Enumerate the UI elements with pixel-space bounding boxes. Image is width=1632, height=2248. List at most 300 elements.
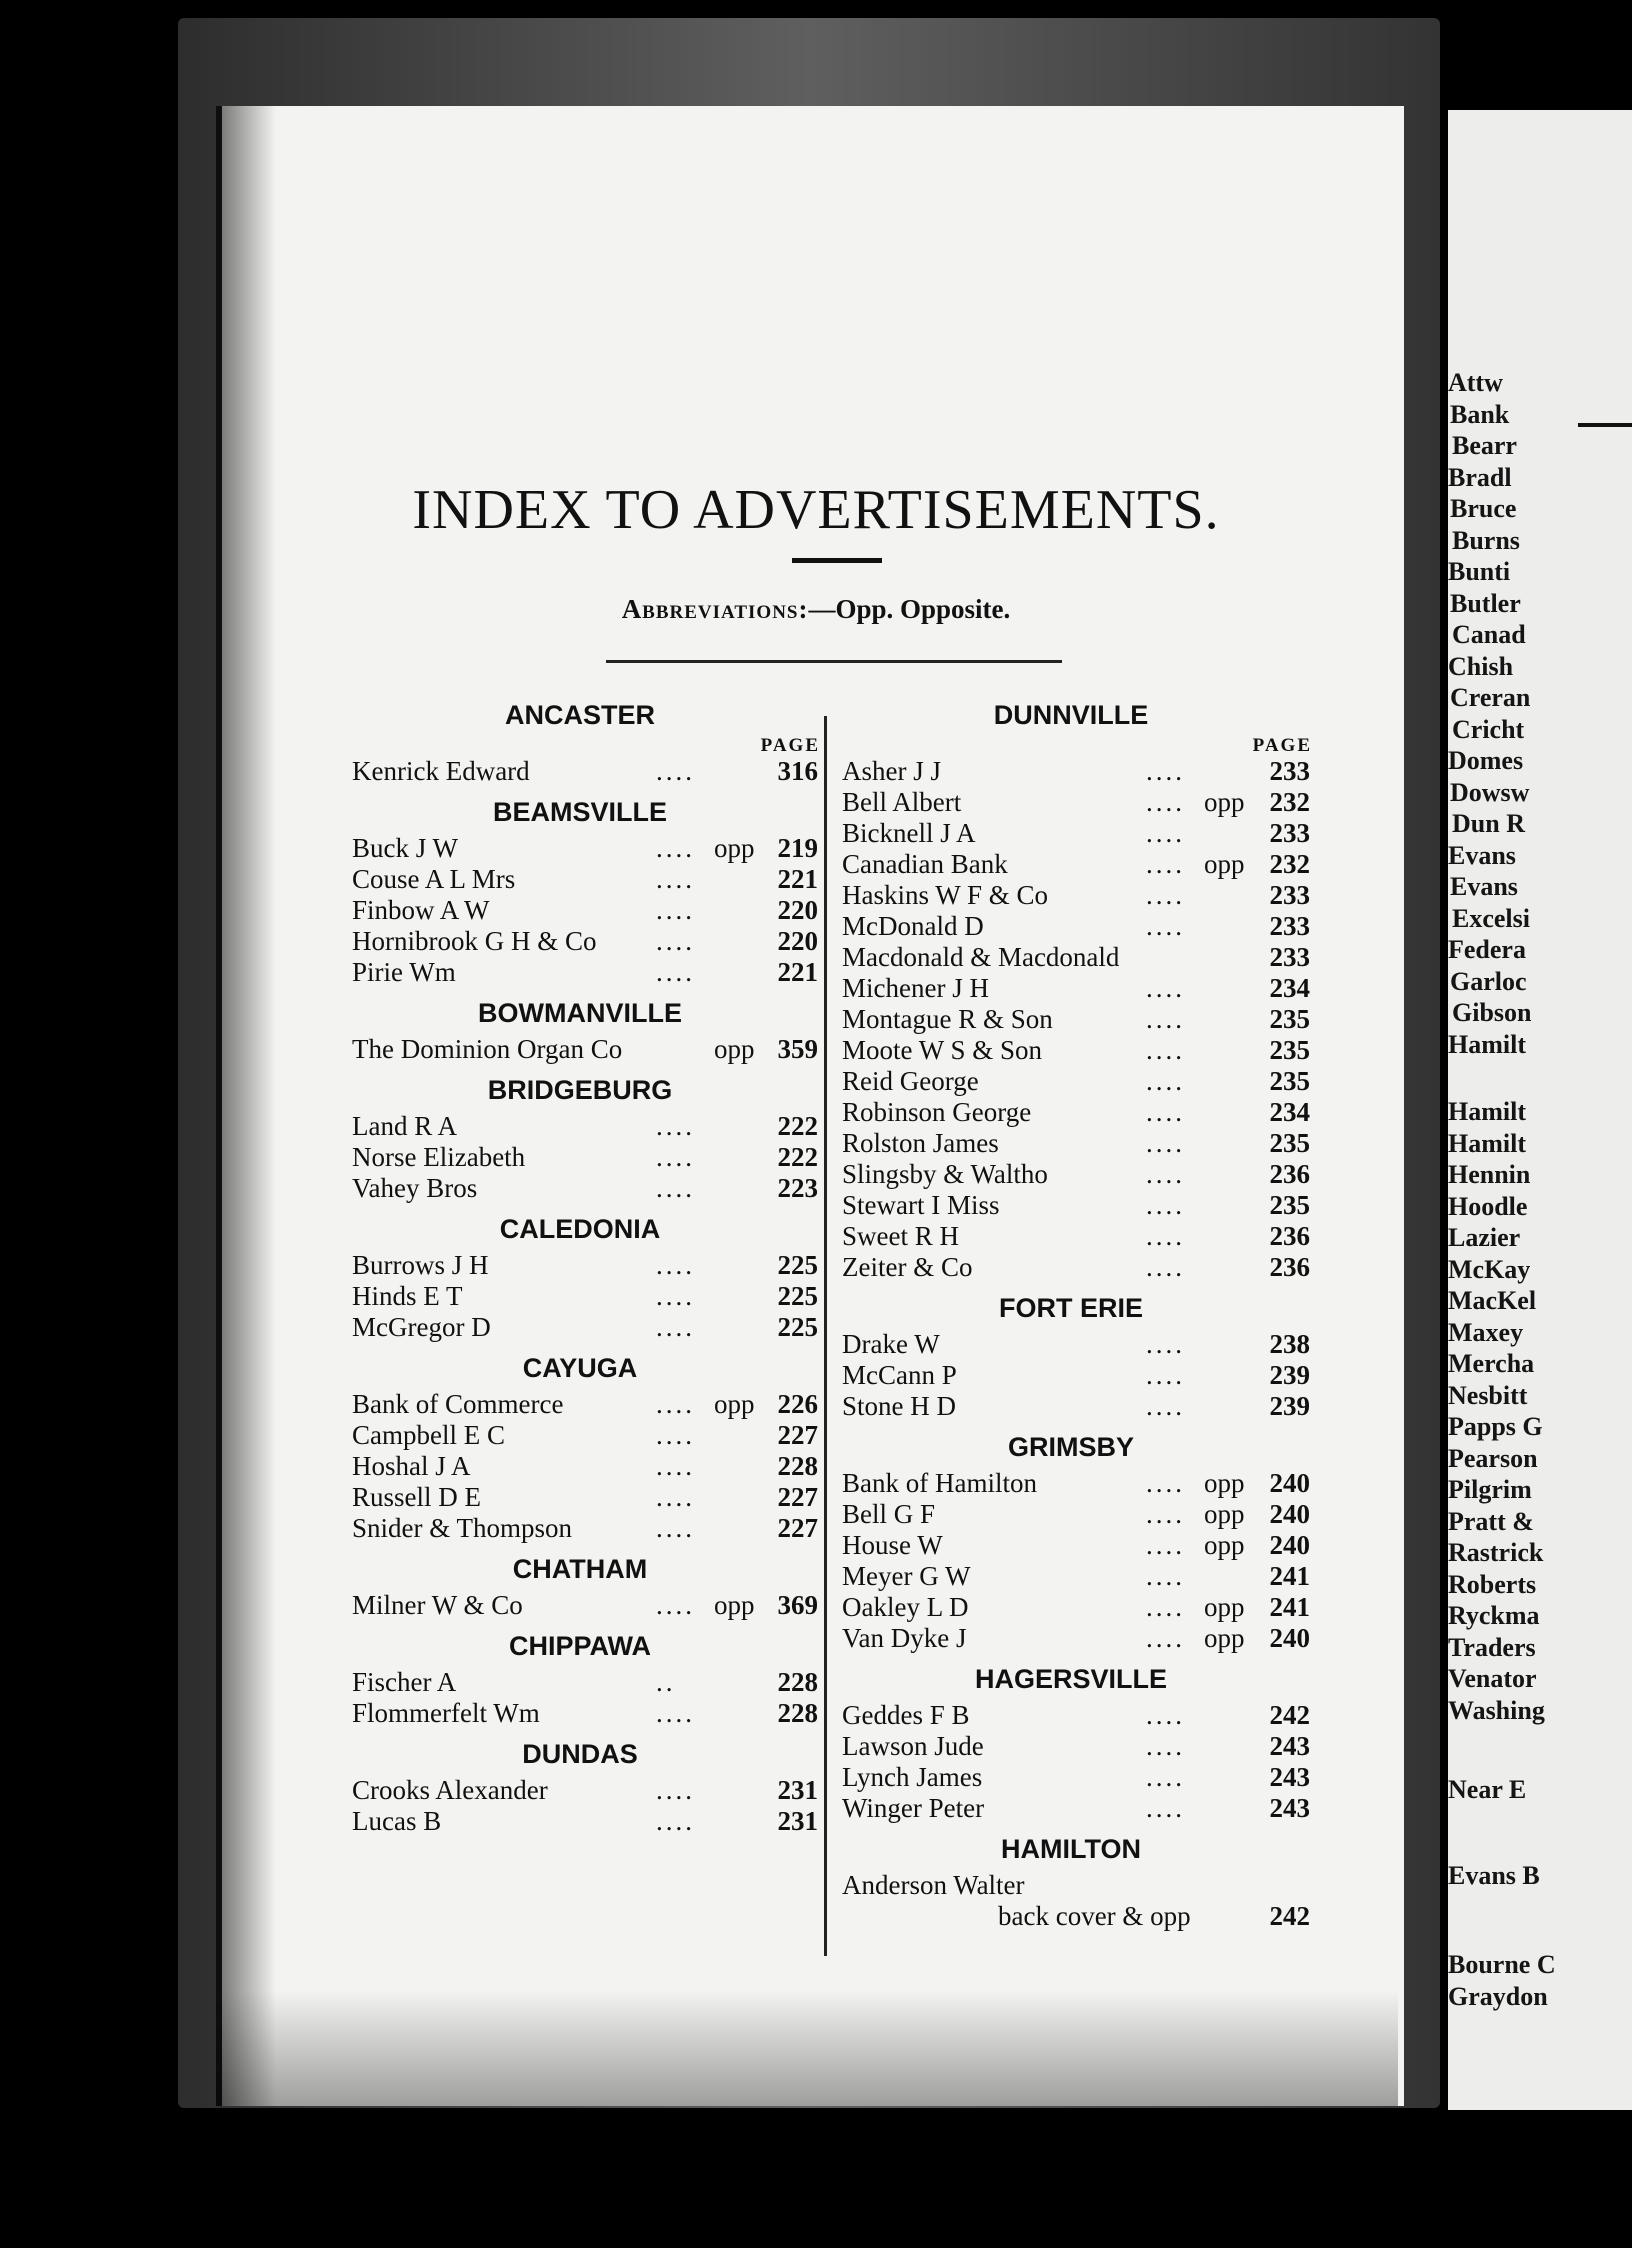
index-entry (340, 1513, 820, 1544)
leader-dots: .... (1146, 1700, 1185, 1730)
opposite-marker: opp (1204, 849, 1245, 879)
facing-page-entry: Near E (1448, 1775, 1527, 1804)
index-entry (340, 1590, 820, 1621)
page-number: 233 (1269, 942, 1310, 972)
leader-dots: .... (656, 1590, 695, 1620)
page-number: 316 (777, 756, 818, 786)
opposite-marker: opp (1204, 1623, 1245, 1653)
header-rule (606, 660, 1062, 663)
facing-page-entry: Hennin (1448, 1160, 1531, 1189)
index-entry (830, 1035, 1312, 1066)
leader-dots: .... (1146, 787, 1185, 817)
advertiser-name: Van Dyke J (842, 1623, 967, 1653)
page-number: 219 (777, 833, 818, 863)
page-number: 243 (1269, 1731, 1310, 1761)
advertiser-name: Stone H D (842, 1391, 956, 1421)
page-number: 240 (1269, 1623, 1310, 1653)
advertiser-name: Milner W & Co (352, 1590, 523, 1620)
index-entry (340, 926, 820, 957)
advertiser-name: Bell Albert (842, 787, 962, 817)
index-entry (340, 1389, 820, 1420)
leader-dots: .... (656, 926, 695, 956)
advertiser-name: Meyer G W (842, 1561, 971, 1591)
facing-page-entry: Domes (1448, 746, 1524, 775)
index-entry (830, 1870, 1312, 1901)
opposite-marker: opp (1204, 1592, 1245, 1622)
page-number: 242 (1269, 1901, 1310, 1931)
advertiser-name: Flommerfelt Wm (352, 1698, 540, 1728)
page-number: 236 (1269, 1252, 1310, 1282)
page-number: 223 (777, 1173, 818, 1203)
leader-dots: .. (656, 1667, 676, 1697)
page-number: 359 (777, 1034, 818, 1064)
leader-dots: .... (1146, 818, 1185, 848)
page-title: INDEX TO ADVERTISEMENTS. (412, 479, 1220, 541)
advertiser-name: Pirie Wm (352, 957, 456, 987)
index-entry (340, 1806, 820, 1837)
page-number: 234 (1269, 1097, 1310, 1127)
leader-dots: .... (656, 1312, 695, 1342)
page-number: 239 (1269, 1391, 1310, 1421)
page-number: 235 (1269, 1004, 1310, 1034)
facing-page-entry: Hamilt (1448, 1029, 1526, 1059)
town-heading: BRIDGEBURG (487, 1075, 673, 1105)
page-number: 240 (1269, 1499, 1310, 1529)
page-bottom-shadow (216, 1990, 1398, 2106)
advertiser-name: Canadian Bank (842, 849, 1008, 879)
index-entry (830, 1252, 1312, 1283)
page-number: 235 (1269, 1035, 1310, 1065)
facing-page-entry: Butler (1450, 588, 1521, 618)
index-entry (340, 1281, 820, 1312)
index-entry (340, 1034, 820, 1065)
page-number: 234 (1269, 973, 1310, 1003)
index-entry (340, 1312, 820, 1343)
page-column-header: PAGE (760, 735, 820, 756)
index-entry (830, 1190, 1312, 1221)
facing-page-entry: Ryckma (1448, 1601, 1540, 1630)
advertiser-name: Geddes F B (842, 1700, 970, 1730)
advertiser-name: Bank of Hamilton (842, 1468, 1037, 1498)
leader-dots: .... (1146, 1592, 1185, 1622)
facing-page-entry: Maxey (1448, 1317, 1524, 1347)
leader-dots: .... (1146, 1329, 1185, 1359)
leader-dots: .... (1146, 756, 1185, 786)
page-number: 232 (1269, 849, 1310, 879)
facing-page-entry: Hamilt (1448, 1128, 1526, 1158)
index-entry (830, 818, 1312, 849)
advertiser-name: Asher J J (842, 756, 941, 786)
page-column-header: PAGE (1252, 735, 1312, 756)
facing-page-entry: McKay (1448, 1254, 1531, 1284)
advertiser-name: Haskins W F & Co (842, 880, 1049, 910)
advertiser-name: Land R A (352, 1111, 457, 1141)
leader-dots: .... (1146, 1623, 1185, 1653)
page-number: 227 (777, 1420, 818, 1450)
index-entry (340, 833, 820, 864)
advertiser-name: Hinds E T (352, 1281, 463, 1311)
facing-page-entry: Papps G (1448, 1412, 1543, 1441)
advertiser-name: Sweet R H (842, 1221, 959, 1251)
town-heading: GRIMSBY (1007, 1432, 1134, 1462)
leader-dots: .... (1146, 1391, 1185, 1421)
facing-page-entry: Burns (1452, 525, 1520, 555)
leader-dots: .... (1146, 1360, 1185, 1390)
page-number: 232 (1269, 787, 1310, 817)
advertiser-name: The Dominion Organ Co (352, 1034, 623, 1064)
facing-page-entry: Lazier (1448, 1223, 1521, 1252)
leader-dots: .... (1146, 1128, 1185, 1158)
town-heading: BEAMSVILLE (492, 797, 667, 827)
page-number: 220 (777, 926, 818, 956)
leader-dots: .... (1146, 1762, 1185, 1792)
leader-dots: .... (1146, 1252, 1185, 1282)
leader-dots: .... (656, 957, 695, 987)
facing-page-entry: Traders (1448, 1632, 1536, 1662)
leader-dots: .... (1146, 1731, 1185, 1761)
facing-page-entry: Evans B (1448, 1860, 1540, 1890)
page-number: 369 (777, 1590, 818, 1620)
abbreviations-label: Abbreviations: (621, 594, 809, 624)
facing-page-entry: Excelsi (1452, 903, 1530, 933)
town-heading: CHIPPAWA (508, 1631, 651, 1661)
page-number: 225 (777, 1250, 818, 1280)
index-entry (340, 864, 820, 895)
index-entry (340, 1698, 820, 1729)
advertiser-name: Rolston James (842, 1128, 999, 1158)
column-divider (824, 716, 827, 1956)
facing-page-entry: Canad (1452, 620, 1526, 649)
index-entry (340, 756, 820, 787)
advertiser-name: Fischer A (352, 1667, 457, 1697)
town-heading: FORT ERIE (998, 1293, 1143, 1323)
facing-page-entry: Roberts (1448, 1569, 1537, 1599)
index-entry (830, 942, 1312, 973)
page-number: 233 (1269, 880, 1310, 910)
facing-page-entry: Dun R (1452, 809, 1525, 838)
advertiser-name: Russell D E (352, 1482, 482, 1512)
leader-dots: .... (1146, 1499, 1185, 1529)
facing-page-entry: Attw (1448, 368, 1503, 397)
index-entry (340, 957, 820, 988)
leader-dots: .... (656, 1173, 695, 1203)
advertiser-name: Slingsby & Waltho (842, 1159, 1048, 1189)
index-entry (830, 849, 1312, 880)
advertiser-name: Oakley L D (842, 1592, 969, 1622)
page-number: 228 (777, 1698, 818, 1728)
town-heading: DUNDAS (522, 1739, 638, 1769)
opposite-marker: opp (1204, 1499, 1245, 1529)
leader-dots: .... (1146, 1221, 1185, 1251)
advertiser-name: Vahey Bros (352, 1173, 478, 1203)
facing-page-entry: Dowsw (1450, 777, 1530, 807)
facing-page-entry: Bunti (1448, 557, 1511, 586)
page-number: 222 (777, 1142, 818, 1172)
advertiser-name: Couse A L Mrs (352, 864, 516, 894)
index-entry (830, 1700, 1312, 1731)
index-entry (830, 880, 1312, 911)
facing-page-entry: Bradl (1448, 462, 1512, 492)
page-number: 233 (1269, 911, 1310, 941)
facing-page-rule (1578, 423, 1632, 427)
facing-page-entry: Hamilt (1448, 1097, 1526, 1126)
leader-dots: .... (1146, 1097, 1185, 1127)
advertiser-name: Macdonald & Macdonald (842, 942, 1120, 972)
advertiser-name: Campbell E C (352, 1420, 505, 1450)
index-entry (830, 911, 1312, 942)
index-entry (830, 1360, 1312, 1391)
leader-dots: .... (656, 1111, 695, 1141)
leader-dots: .... (1146, 1530, 1185, 1560)
index-entry (340, 1482, 820, 1513)
advertiser-name: Michener J H (842, 973, 989, 1003)
index-entry (830, 1097, 1312, 1128)
index-entry (340, 1667, 820, 1698)
town-heading: HAGERSVILLE (974, 1664, 1168, 1694)
index-entry (830, 1762, 1312, 1793)
page-number: 236 (1269, 1159, 1310, 1189)
facing-page-entry: Chish (1448, 651, 1514, 681)
page-gutter-shadow (216, 106, 276, 2106)
page-number: 221 (777, 957, 818, 987)
leader-dots: .... (1146, 1561, 1185, 1591)
leader-dots: .... (656, 1420, 695, 1450)
leader-dots: .... (1146, 1190, 1185, 1220)
page-number: 233 (1269, 756, 1310, 786)
facing-page-entry: Venator (1448, 1664, 1537, 1693)
facing-page-entry: Pilgrim (1448, 1475, 1532, 1504)
leader-dots: .... (1146, 880, 1185, 910)
advertiser-name: Hoshal J A (352, 1451, 471, 1481)
page-number: 231 (777, 1806, 818, 1836)
advertiser-name: Bell G F (842, 1499, 936, 1529)
advertiser-name: Burrows J H (352, 1250, 489, 1280)
index-entry (340, 1451, 820, 1482)
advertiser-name: Lawson Jude (842, 1731, 984, 1761)
index-entry (830, 1221, 1312, 1252)
index-entry (340, 1173, 820, 1204)
leader-dots: .... (656, 1482, 695, 1512)
leader-dots: .... (1146, 911, 1185, 941)
facing-page-entry: Gibson (1452, 998, 1532, 1027)
leader-dots: .... (1146, 849, 1185, 879)
page-number: 227 (777, 1513, 818, 1543)
advertiser-name: Lucas B (352, 1806, 442, 1836)
page-number: 221 (777, 864, 818, 894)
leader-dots: .... (656, 1389, 695, 1419)
page-number: 226 (777, 1389, 818, 1419)
page-number: 231 (777, 1775, 818, 1805)
advertiser-name: Bank of Commerce (352, 1389, 564, 1419)
facing-page-entry: Rastrick (1448, 1538, 1544, 1567)
town-heading: CHATHAM (512, 1554, 648, 1584)
facing-page-entry: MacKel (1448, 1286, 1537, 1315)
leader-dots: .... (656, 1698, 695, 1728)
advertiser-name: Kenrick Edward (352, 756, 530, 786)
leader-dots: .... (656, 1142, 695, 1172)
index-entry (830, 1499, 1312, 1530)
facing-page-entry: Evans (1448, 840, 1516, 870)
opposite-marker: opp (714, 1590, 755, 1620)
facing-page-entry: Bank (1450, 399, 1510, 429)
index-entry (830, 1329, 1312, 1360)
page-number: 235 (1269, 1128, 1310, 1158)
index-entry (830, 1592, 1312, 1623)
page-number: 225 (777, 1281, 818, 1311)
leader-dots: .... (1146, 1793, 1185, 1823)
entry-continuation: back cover & opp (998, 1901, 1191, 1931)
advertiser-name: McCann P (842, 1360, 957, 1390)
abbreviations-line (0, 594, 1632, 625)
page-number: 243 (1269, 1793, 1310, 1823)
index-entry (830, 1391, 1312, 1422)
town-heading: CALEDONIA (499, 1214, 661, 1244)
facing-page-entry: Pearson (1448, 1443, 1538, 1473)
index-entry (830, 1004, 1312, 1035)
page-number: 241 (1269, 1592, 1310, 1622)
leader-dots: .... (656, 833, 695, 863)
index-entry (830, 1066, 1312, 1097)
page-number: 225 (777, 1312, 818, 1342)
facing-page-entry: Cricht (1452, 714, 1525, 744)
advertiser-name: Snider & Thompson (352, 1513, 573, 1543)
leader-dots: .... (656, 1250, 695, 1280)
index-entry (830, 1159, 1312, 1190)
leader-dots: .... (1146, 1468, 1185, 1498)
town-heading: HAMILTON (1001, 1834, 1141, 1864)
index-entry (830, 1468, 1312, 1499)
index-entry (340, 1142, 820, 1173)
index-entry (340, 1775, 820, 1806)
leader-dots: .... (656, 756, 695, 786)
index-entry (830, 1731, 1312, 1762)
right-column (830, 690, 1312, 1932)
page-number: 240 (1269, 1530, 1310, 1560)
leader-dots: .... (1146, 1035, 1185, 1065)
facing-page-entry: Bruce (1450, 494, 1517, 523)
index-entry (830, 1901, 1312, 1932)
facing-page-entry: Creran (1450, 683, 1531, 712)
index-entry (830, 1128, 1312, 1159)
left-column (340, 690, 820, 1837)
abbreviations-text: —Opp. Opposite. (808, 594, 1011, 624)
advertiser-name: Anderson Walter (842, 1870, 1025, 1900)
page-number: 243 (1269, 1762, 1310, 1792)
advertiser-name: Zeiter & Co (842, 1252, 973, 1282)
leader-dots: .... (1146, 1159, 1185, 1189)
leader-dots: .... (656, 1281, 695, 1311)
leader-dots: .... (656, 1451, 695, 1481)
advertiser-name: Crooks Alexander (352, 1775, 548, 1805)
advertiser-name: Winger Peter (842, 1793, 985, 1823)
facing-page-entry: Evans (1450, 872, 1518, 901)
advertiser-name: Buck J W (352, 833, 458, 863)
facing-page-entry: Bourne C (1448, 1950, 1556, 1979)
opposite-marker: opp (1204, 1530, 1245, 1560)
page-number: 235 (1269, 1066, 1310, 1096)
advertiser-name: Hornibrook G H & Co (352, 926, 597, 956)
page-number: 238 (1269, 1329, 1310, 1359)
opposite-marker: opp (1204, 787, 1245, 817)
page-number: 228 (777, 1667, 818, 1697)
leader-dots: .... (656, 1806, 695, 1836)
advertiser-name: Norse Elizabeth (352, 1142, 526, 1172)
page-number: 228 (777, 1451, 818, 1481)
opposite-marker: opp (714, 1389, 755, 1419)
index-entry (340, 895, 820, 926)
facing-page-entry: Hoodle (1448, 1191, 1528, 1221)
index-entry (340, 1420, 820, 1451)
advertiser-name: McDonald D (842, 911, 984, 941)
advertiser-name: Reid George (842, 1066, 979, 1096)
leader-dots: .... (656, 1775, 695, 1805)
index-entry (830, 756, 1312, 787)
facing-page-entry: Nesbitt (1448, 1380, 1528, 1410)
index-entry (830, 1793, 1312, 1824)
page-number: 227 (777, 1482, 818, 1512)
town-heading: DUNNVILLE (993, 700, 1149, 730)
facing-page-entry: Mercha (1448, 1349, 1535, 1378)
advertiser-name: Bicknell J A (842, 818, 976, 848)
facing-page-entry: Washing (1448, 1695, 1545, 1725)
facing-page-entry: Pratt & (1448, 1506, 1534, 1536)
page-number: 240 (1269, 1468, 1310, 1498)
index-entry (830, 1530, 1312, 1561)
advertiser-name: Moote W S & Son (842, 1035, 1043, 1065)
index-entry (830, 1561, 1312, 1592)
index-entry (830, 787, 1312, 818)
index-entry (830, 1623, 1312, 1654)
leader-dots: .... (656, 1513, 695, 1543)
page-number: 239 (1269, 1360, 1310, 1390)
advertiser-name: House W (842, 1530, 943, 1560)
advertiser-name: Finbow A W (352, 895, 490, 925)
facing-page-entry: Bearr (1452, 431, 1517, 460)
facing-page-entry: Garloc (1450, 966, 1527, 996)
town-heading: ANCASTER (504, 700, 655, 730)
advertiser-name: Robinson George (842, 1097, 1032, 1127)
facing-page-entry: Federa (1448, 935, 1526, 964)
leader-dots: .... (1146, 1066, 1185, 1096)
facing-page (1448, 110, 1632, 2110)
page-number: 222 (777, 1111, 818, 1141)
opposite-marker: opp (714, 833, 755, 863)
page-number: 233 (1269, 818, 1310, 848)
page-number: 241 (1269, 1561, 1310, 1591)
advertiser-name: McGregor D (352, 1312, 491, 1342)
index-entry (830, 973, 1312, 1004)
opposite-marker: opp (714, 1034, 755, 1064)
page-number: 236 (1269, 1221, 1310, 1251)
leader-dots: .... (656, 895, 695, 925)
title-rule (792, 558, 882, 563)
index-entry (340, 1250, 820, 1281)
advertiser-name: Lynch James (842, 1762, 983, 1792)
page-number: 220 (777, 895, 818, 925)
advertiser-name: Drake W (842, 1329, 940, 1359)
advertiser-name: Stewart I Miss (842, 1190, 1000, 1220)
page-number: 235 (1269, 1190, 1310, 1220)
opposite-marker: opp (1204, 1468, 1245, 1498)
facing-page-entry: Graydon (1448, 1981, 1548, 2011)
leader-dots: .... (1146, 1004, 1185, 1034)
index-entry (340, 1111, 820, 1142)
leader-dots: .... (656, 864, 695, 894)
advertiser-name: Montague R & Son (842, 1004, 1053, 1034)
town-heading: CAYUGA (522, 1353, 638, 1383)
leader-dots: .... (1146, 973, 1185, 1003)
page-number: 242 (1269, 1700, 1310, 1730)
